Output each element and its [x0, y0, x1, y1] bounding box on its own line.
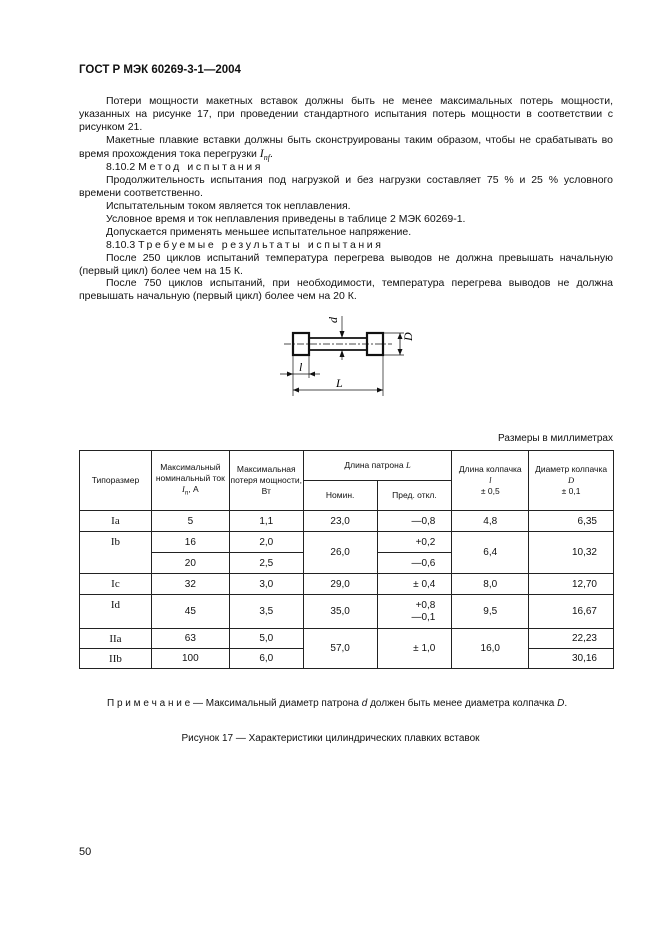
header-cartridge-length-text: Длина патрона — [344, 460, 404, 470]
cell-nominal: 26,0 — [303, 532, 377, 574]
cell-current: 5 — [151, 511, 229, 532]
cell-current: 100 — [151, 649, 229, 669]
section-required-results — [79, 239, 613, 252]
header-cap-diameter-text: Диаметр колпачка — [535, 464, 608, 474]
section-test-method — [79, 161, 613, 174]
paragraph-conventional-time: Условное время и ток неплавления приведены в таблице 2 МЭК 60269-1. — [106, 213, 466, 225]
cell-tolerance-upper: +0,8 — [415, 599, 436, 611]
cell-type: Ib — [80, 532, 152, 574]
cell-cap-length: 9,5 — [452, 595, 529, 629]
cell-type: IIa — [80, 629, 152, 649]
header-cartridge-length — [303, 451, 452, 481]
cell-cap-diameter: 22,23 — [529, 629, 614, 649]
overload-current-symbol: I — [259, 146, 264, 161]
cell-cap-length: 6,4 — [452, 532, 529, 574]
cell-tolerance: ± 1,0 — [377, 629, 452, 669]
cell-cap-diameter: 12,70 — [529, 574, 614, 595]
cell-current: 20 — [151, 553, 229, 574]
table-row — [80, 595, 614, 629]
rated-current-subscript: n — [184, 488, 189, 497]
note-symbol-d: d — [361, 698, 368, 709]
table-note — [107, 698, 567, 709]
paragraph-overload: Макетные плавкие вставки должны быть сконструированы таким образом, чтобы не срабатывать во время прохождения тока перегрузки $I_{nf}$. — [79, 134, 613, 163]
figure-caption: Рисунок 17 — Характеристики цилиндрических плавких вставок — [181, 733, 480, 744]
table-row — [80, 629, 614, 649]
cartridge-length-symbol: L — [405, 460, 411, 470]
cell-power: 5,0 — [229, 629, 303, 649]
note-symbol-D: D — [557, 698, 565, 709]
cell-tolerance — [377, 595, 452, 629]
cell-cap-length: 16,0 — [452, 629, 529, 669]
page-number: 50 — [79, 846, 92, 858]
header-cap-diameter — [529, 451, 614, 511]
cell-current: 63 — [151, 629, 229, 649]
units-note: Размеры в миллиметрах — [498, 433, 613, 444]
note-text-b: должен быть менее диаметра колпачка — [367, 698, 558, 709]
cell-cap-length: 8,0 — [452, 574, 529, 595]
paragraph-losses: Потери мощности макетных вставок должны быть не менее максимальных потерь мощности, указанных на рисунке 17, при проведении стандартного испытания потерь мощности в соответствии с рисунком 21. — [79, 95, 613, 134]
label-l: l — [299, 360, 303, 374]
rated-current-symbol: I — [181, 484, 185, 495]
cap-diameter-symbol: D — [568, 475, 575, 485]
paragraph-test-current: Испытательным током является ток неплавления. — [106, 200, 351, 212]
cell-power: 6,0 — [229, 649, 303, 669]
cell-type: IIb — [80, 649, 152, 669]
header-rated-current — [151, 451, 229, 511]
cell-nominal: 29,0 — [303, 574, 377, 595]
cell-type: Ic — [80, 574, 152, 595]
cell-power: 2,0 — [229, 532, 303, 553]
cell-nominal: 57,0 — [303, 629, 377, 669]
cell-power: 1,1 — [229, 511, 303, 532]
table-header-row — [80, 451, 614, 481]
cell-cap-diameter: 6,35 — [529, 511, 614, 532]
fuse-link-drawing — [280, 312, 420, 396]
cap-diameter-tolerance: ± 0,1 — [561, 486, 581, 496]
section-title: Метод испытания — [138, 161, 264, 173]
label-L: L — [336, 376, 343, 390]
cap-length-tolerance: ± 0,5 — [480, 486, 500, 496]
cell-tolerance-lower: —0,6 — [377, 553, 452, 574]
cell-cap-diameter: 16,67 — [529, 595, 614, 629]
paragraph-750-cycles: После 750 циклов испытаний, при необходимости, температура перегрева выводов не должна превышать начальную (первый цикл) более чем на 20 К. — [79, 277, 613, 303]
cell-nominal: 23,0 — [303, 511, 377, 532]
header-nominal: Номин. — [303, 481, 377, 511]
header-cap-length-text: Длина колпачка — [458, 464, 522, 474]
section-number: 8.10.3 — [106, 239, 136, 251]
cell-tolerance: —0,8 — [377, 511, 452, 532]
paragraph-voltage: Допускается применять меньшее испытательное напряжение. — [106, 226, 412, 238]
rated-current-unit: , А — [188, 484, 199, 495]
cell-tolerance: ± 0,4 — [377, 574, 452, 595]
cell-power: 2,5 — [229, 553, 303, 574]
standard-header: ГОСТ Р МЭК 60269-3-1—2004 — [79, 64, 241, 76]
cell-power: 3,5 — [229, 595, 303, 629]
cell-tolerance-upper: +0,2 — [377, 532, 452, 553]
table-row — [80, 574, 614, 595]
cell-cap-length: 4,8 — [452, 511, 529, 532]
label-d: d — [326, 317, 340, 323]
cell-current: 16 — [151, 532, 229, 553]
table-row — [80, 532, 614, 553]
header-power-loss: Максимальная потеря мощности, Вт — [229, 451, 303, 511]
paragraph-duration: Продолжительность испытания под нагрузкой и без нагрузки составляет 75 % и 25 % условного времени соответственно. — [79, 174, 613, 200]
label-D: D — [401, 332, 415, 341]
cell-current: 32 — [151, 574, 229, 595]
note-text-a: — Максимальный диаметр патрона — [190, 698, 362, 709]
cell-cap-diameter: 10,32 — [529, 532, 614, 574]
cell-type: Ia — [80, 511, 152, 532]
header-cap-length — [452, 451, 529, 511]
table-row — [80, 511, 614, 532]
fuse-characteristics-table — [79, 450, 614, 669]
section-title: Требуемые результаты испытания — [138, 239, 384, 251]
cell-tolerance-lower: —0,1 — [411, 611, 436, 623]
cell-type: Id — [80, 595, 152, 629]
header-type: Типоразмер — [80, 451, 152, 511]
cell-current: 45 — [151, 595, 229, 629]
note-prefix: П р и м е ч а н и е — [107, 698, 191, 709]
cell-nominal: 35,0 — [303, 595, 377, 629]
paragraph-overload-text: Макетные плавкие вставки должны быть сконструированы таким образом, чтобы не срабатывать во время прохождения тока перегрузки — [79, 134, 613, 161]
cap-length-symbol: l — [489, 475, 492, 485]
paragraph-250-cycles: После 250 циклов испытаний температура перегрева выводов не должна превышать начальную (первый цикл) более чем на 15 К. — [79, 252, 613, 278]
overload-current-subscript: nf — [263, 153, 270, 163]
header-rated-current-text: Максимальный номинальный ток — [155, 462, 225, 484]
header-tolerance: Пред. откл. — [377, 481, 452, 511]
section-number: 8.10.2 — [106, 161, 136, 173]
cell-power: 3,0 — [229, 574, 303, 595]
note-text-c: . — [564, 698, 568, 709]
cell-cap-diameter: 30,16 — [529, 649, 614, 669]
